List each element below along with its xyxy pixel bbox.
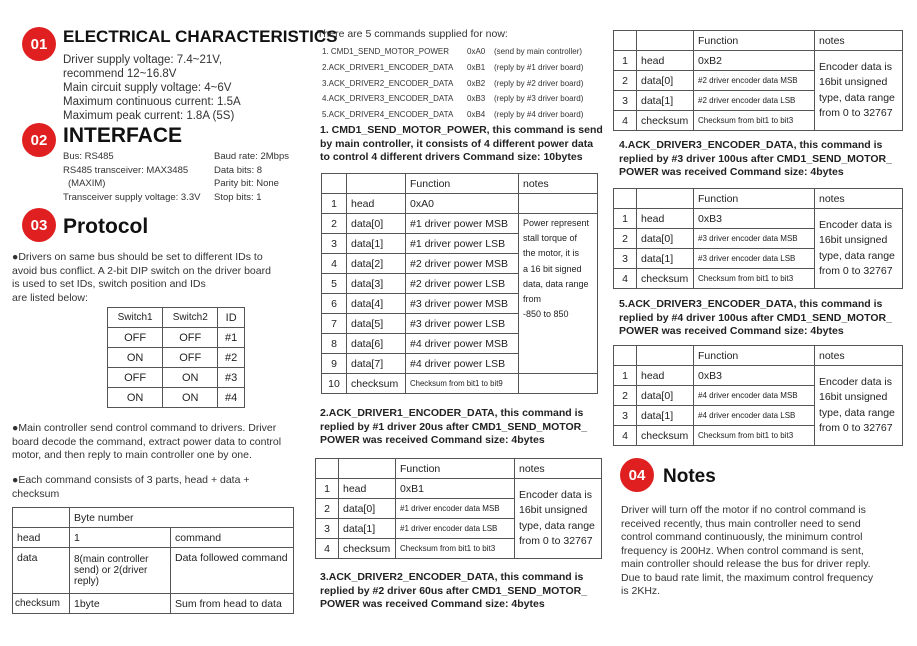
table-row: ON ON #4 (108, 388, 245, 408)
commands-intro: There are 5 commands supplied for now: (317, 28, 508, 40)
table-row: 2 data[0] #4 driver encoder data MSB (614, 386, 903, 406)
table-row: 7 data[5] #3 driver power LSB (322, 314, 598, 334)
table-row: 4 data[2] #2 driver power MSB (322, 254, 598, 274)
table-header: ID (218, 308, 245, 328)
table-header: Function (694, 189, 815, 209)
table-row: OFF ON #3 (108, 368, 245, 388)
table-header: Switch2 (163, 308, 218, 328)
table-row: 8 data[6] #4 driver power MSB (322, 334, 598, 354)
table-header: notes (815, 189, 903, 209)
table-row: 6 data[4] #3 driver power MSB (322, 294, 598, 314)
switch-id-table (107, 307, 245, 408)
list-item: 5.ACK_DRIVER4_ENCODER_DATA 0xB4 (reply by #4 driver board) (322, 110, 584, 120)
interface-specs-right: Baud rate: 2Mbps Data bits: 8 Parity bit: None Stop bits: 1 (214, 151, 289, 203)
ack3-notes: Encoder data is 16bit unsigned type, data range from 0 to 32767 (815, 209, 903, 289)
table-header: notes (815, 31, 903, 51)
ack1-table (315, 458, 602, 559)
table-row: 4 checksum Checksum from bit1 to bit3 (316, 539, 602, 559)
table-row: 1 head 0xB3 Encoder data is 16bit unsigned type, data range from 0 to 32767 (614, 209, 903, 229)
ack4-description: 5.ACK_DRIVER3_ENCODER_DATA, this command is replied by #4 driver 100us after CMD1_SEND_MOTOR_ POWER was received Command size: 4bytes (619, 298, 892, 337)
table-row: 2 data[0] #1 driver encoder data MSB (316, 499, 602, 519)
ack2-table (613, 30, 903, 131)
table-header: notes (815, 346, 903, 366)
cmd1-notes: Power represent stall torque of the motor, it is a 16 bit signed data, data range from -850 to 850 (519, 214, 598, 374)
section-number-badge: 03 (22, 208, 56, 242)
table-header: notes (519, 174, 598, 194)
table-row: 4 checksum Checksum from bit1 to bit3 (614, 111, 903, 131)
protocol-control-paragraph: ●Main controller send control command to drivers. Driver board decode the command, extract power data to control motor, and then reply to main controller one by one. (12, 422, 282, 461)
section-title: Notes (663, 466, 716, 487)
table-row: 3 data[1] #1 driver power LSB (322, 234, 598, 254)
table-header: Function (694, 346, 815, 366)
ack4-notes: Encoder data is 16bit unsigned type, data range from 0 to 32767 (815, 366, 903, 446)
table-row: OFF OFF #1 (108, 328, 245, 348)
table-header: Function (406, 174, 519, 194)
section-number-badge: 02 (22, 123, 56, 157)
section-title: ELECTRICAL CHARACTERISTICS (63, 27, 338, 46)
table-row: 2 data[0] #1 driver power MSB Power represent stall torque of the motor, it is a 16 bit signed data, data range from -850 to 850 (322, 214, 598, 234)
section-title: INTERFACE (63, 124, 183, 147)
table-row: 10 checksum Checksum from bit1 to bit9 (322, 374, 598, 394)
table-row: 4 checksum Checksum from bit1 to bit3 (614, 426, 903, 446)
protocol-parts-paragraph: ●Each command consists of 3 parts, head + data + checksum (12, 474, 250, 500)
table-row: 1 head 0xB2 Encoder data is 16bit unsigned type, data range from 0 to 32767 (614, 51, 903, 71)
ack3-description: 4.ACK_DRIVER3_ENCODER_DATA, this command is replied by #3 driver 100us after CMD1_SEND_MOTOR_ POWER was received Command size: 4bytes (619, 139, 892, 178)
table-row: 1 head 0xA0 (322, 194, 598, 214)
table-row: 2 data[0] #2 driver encoder data MSB (614, 71, 903, 91)
table-row: head 1 command (13, 528, 294, 548)
table-header: notes (515, 459, 602, 479)
electrical-specs: Driver supply voltage: 7.4~21V, recommend 12~16.8V Main circuit supply voltage: 4~6V Maximum continuous current: 1.5A Maximum peak current: 1.8A (5S) (63, 54, 241, 122)
table-row: 2 data[0] #3 driver encoder data MSB (614, 229, 903, 249)
section-title: Protocol (63, 215, 149, 238)
ack2-notes: Encoder data is 16bit unsigned type, data range from 0 to 32767 (815, 51, 903, 131)
cmd1-table (321, 173, 598, 394)
table-row: 3 data[1] #3 driver encoder data LSB (614, 249, 903, 269)
protocol-id-paragraph: ●Drivers on same bus should be set to different IDs to avoid bus conflict. A 2-bit DIP switch on the driver board is used to set IDs, switch position and IDs are listed below: (12, 251, 271, 304)
table-row: 1 head 0xB1 Encoder data is 16bit unsigned type, data range from 0 to 32767 (316, 479, 602, 499)
list-item: 4.ACK_DRIVER3_ENCODER_DATA 0xB3 (reply by #3 driver board) (322, 94, 584, 104)
list-item: 1. CMD1_SEND_MOTOR_POWER 0xA0 (send by main controller) (322, 47, 583, 56)
section-number-badge: 01 (22, 27, 56, 61)
table-header: Function (694, 31, 815, 51)
table-row: 4 checksum Checksum from bit1 to bit3 (614, 269, 903, 289)
ack1-notes: Encoder data is 16bit unsigned type, data range from 0 to 32767 (515, 479, 602, 559)
table-header: Switch1 (108, 308, 163, 328)
ack1-description: 2.ACK_DRIVER1_ENCODER_DATA, this command is replied by #1 driver 20us after CMD1_SEND_MOTOR_ POWER was received Command size: 4bytes (320, 407, 588, 446)
ack4-table (613, 345, 903, 446)
notes-text: Driver will turn off the motor if no control command is received recently, thus main controller need to send control command continuously, the minimum control frequency is 200Hz. When control command is sent, main controller should release the bus for driver reply. Due to baud rate limit, the maximum control frequency is 2KHz. (621, 504, 874, 597)
table-row: 9 data[7] #4 driver power LSB (322, 354, 598, 374)
table-row: 3 data[1] #2 driver encoder data LSB (614, 91, 903, 111)
command-parts-table (12, 507, 294, 614)
list-item: 3.ACK_DRIVER2_ENCODER_DATA 0xB2 (reply by #2 driver board) (322, 78, 584, 88)
cmd1-description: 1. CMD1_SEND_MOTOR_POWER, this command is send by main controller, it consists of 4 different power data to control 4 different drivers Command size: 10bytes (320, 124, 603, 163)
ack3-table (613, 188, 903, 289)
interface-specs-left: Bus: RS485 RS485 transceiver: MAX3485 (MAXIM) Transceiver supply voltage: 3.3V (63, 151, 201, 203)
ack2-description: 3.ACK_DRIVER2_ENCODER_DATA, this command is replied by #2 driver 60us after CMD1_SEND_MOTOR_ POWER was received Command size: 4bytes (320, 571, 588, 610)
table-header: Byte number (70, 508, 294, 528)
table-row: data 8(main controller send) or 2(driver reply) Data followed command (13, 548, 294, 594)
commands-list (322, 44, 583, 123)
table-row: 3 data[1] #1 driver encoder data LSB (316, 519, 602, 539)
table-row: 1 head 0xB3 Encoder data is 16bit unsigned type, data range from 0 to 32767 (614, 366, 903, 386)
table-row: checksum 1byte Sum from head to data (13, 594, 294, 614)
section-number-badge: 04 (620, 458, 654, 492)
table-row: 5 data[3] #2 driver power LSB (322, 274, 598, 294)
table-row: 3 data[1] #4 driver encoder data LSB (614, 406, 903, 426)
table-header: Function (396, 459, 515, 479)
list-item: 2.ACK_DRIVER1_ENCODER_DATA 0xB1 (reply by #1 driver board) (322, 62, 584, 72)
table-row: ON OFF #2 (108, 348, 245, 368)
